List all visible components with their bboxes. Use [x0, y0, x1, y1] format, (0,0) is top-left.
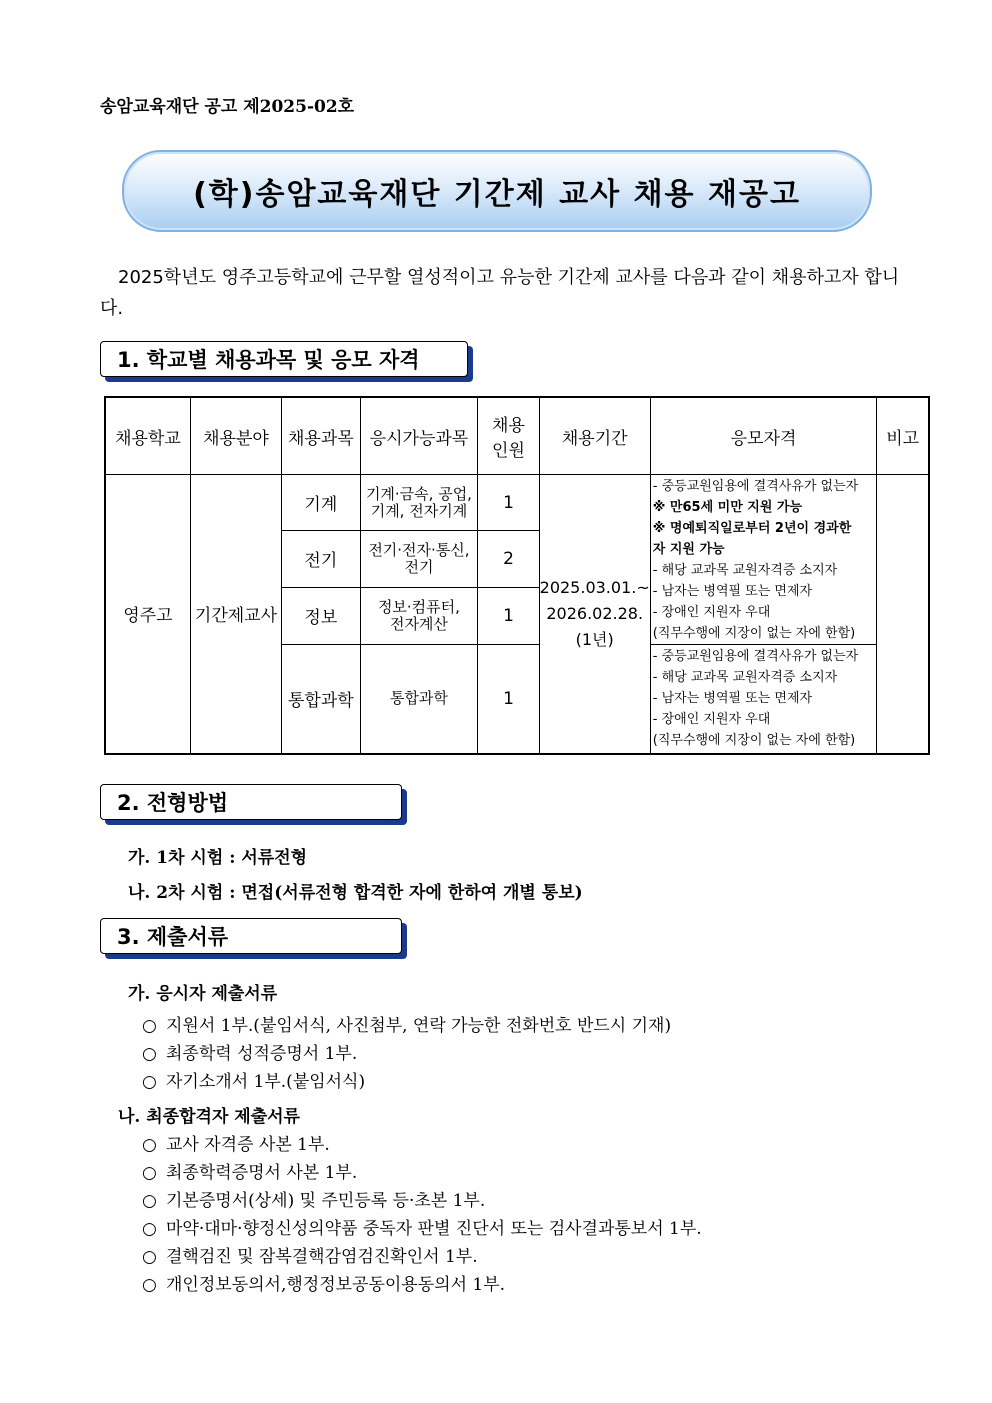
- eligible-cell: 전기·전자·통신, 전기: [360, 531, 478, 587]
- header-subject: 채용과목: [282, 397, 361, 475]
- section-1-heading: 1. 학교별 채용과목 및 응모 자격: [100, 341, 468, 377]
- subject-cell: 기계: [282, 475, 361, 531]
- list-item: ○ 지원서 1부.(붙임서식, 사진첨부, 연락 가능한 전화번호 반드시 기재): [142, 1016, 672, 1036]
- school-cell: 영주고: [105, 475, 190, 754]
- eligible-cell: 통합과학: [360, 645, 478, 754]
- list-item: ○ 교사 자격증 사본 1부.: [142, 1135, 330, 1155]
- header-count: 채용 인원: [478, 397, 539, 475]
- list-item: ○ 결핵검진 및 잠복결핵감염검진확인서 1부.: [142, 1247, 478, 1267]
- count-cell: 1: [478, 587, 539, 644]
- count-cell: 1: [478, 645, 539, 754]
- recruitment-table: [104, 396, 930, 755]
- header-remark: 비고: [877, 397, 929, 475]
- intro-text: 2025학년도 영주고등학교에 근무할 열성적이고 유능한 기간제 교사를 다음과 같이 채용하고자 합니다.: [100, 267, 900, 319]
- eligible-cell: 기계·금속, 공업, 기계, 전자기계: [360, 475, 478, 531]
- header-period: 채용기간: [539, 397, 650, 475]
- period-cell: 2025.03.01.~ 2026.02.28. (1년): [539, 475, 650, 754]
- header-field: 채용분야: [190, 397, 281, 475]
- field-cell: 기간제교사: [190, 475, 281, 754]
- subject-cell: 통합과학: [282, 645, 361, 754]
- remark-cell: [877, 475, 929, 754]
- count-cell: 2: [478, 531, 539, 587]
- list-item: ○ 개인정보동의서,행정정보공동이용동의서 1부.: [142, 1275, 506, 1295]
- header-eligible: 응시가능과목: [360, 397, 478, 475]
- section-2-heading: 2. 전형방법: [100, 784, 402, 820]
- notice-number: 송암교육재단 공고 제2025-02호: [100, 97, 355, 117]
- table-header-row: [105, 397, 929, 475]
- list-item: ○ 최종학력증명서 사본 1부.: [142, 1163, 358, 1183]
- applicant-docs-title: 가. 응시자 제출서류: [128, 984, 278, 1004]
- qualification-cell-b: - 중등교원임용에 결격사유가 없는자 - 해당 교과목 교원자격증 소지자 - 남자는 병역필 또는 면제자 - 장애인 지원자 우대 (직무수행에 지장이 없는 자에 한함): [650, 645, 877, 754]
- selection-step-1: 가. 1차 시험 : 서류전형: [128, 848, 308, 868]
- header-school: 채용학교: [105, 397, 190, 475]
- table-row: [105, 475, 929, 531]
- section-3-heading: 3. 제출서류: [100, 918, 402, 954]
- list-item: ○ 최종학력 성적증명서 1부.: [142, 1044, 358, 1064]
- subject-cell: 전기: [282, 531, 361, 587]
- eligible-cell: 정보·컴퓨터, 전자계산: [360, 587, 478, 644]
- header-qualification: 응모자격: [650, 397, 877, 475]
- subject-cell: 정보: [282, 587, 361, 644]
- list-item: ○ 기본증명서(상세) 및 주민등록 등·초본 1부.: [142, 1191, 486, 1211]
- selection-step-2: 나. 2차 시험 : 면접(서류전형 합격한 자에 한하여 개별 통보): [128, 883, 583, 903]
- list-item: ○ 마약·대마·향정신성의약품 중독자 판별 진단서 또는 검사결과통보서 1부.: [142, 1219, 702, 1239]
- final-docs-title: 나. 최종합격자 제출서류: [118, 1107, 300, 1127]
- list-item: ○ 자기소개서 1부.(붙임서식): [142, 1072, 366, 1092]
- page-title: (학)송암교육재단 기간제 교사 채용 재공고: [193, 177, 801, 212]
- qualification-cell-a: - 중등교원임용에 결격사유가 없는자 ※ 만65세 미만 지원 가능 ※ 명예퇴직일로부터 2년이 경과한 자 지원 가능 - 해당 교과목 교원자격증 소지자 - 남자는 병역필 또는 면제자 - 장애인 지원자 우대 (직무수행에 지장이 없는 자에 한함): [650, 475, 877, 645]
- count-cell: 1: [478, 475, 539, 531]
- title-banner: [122, 150, 872, 232]
